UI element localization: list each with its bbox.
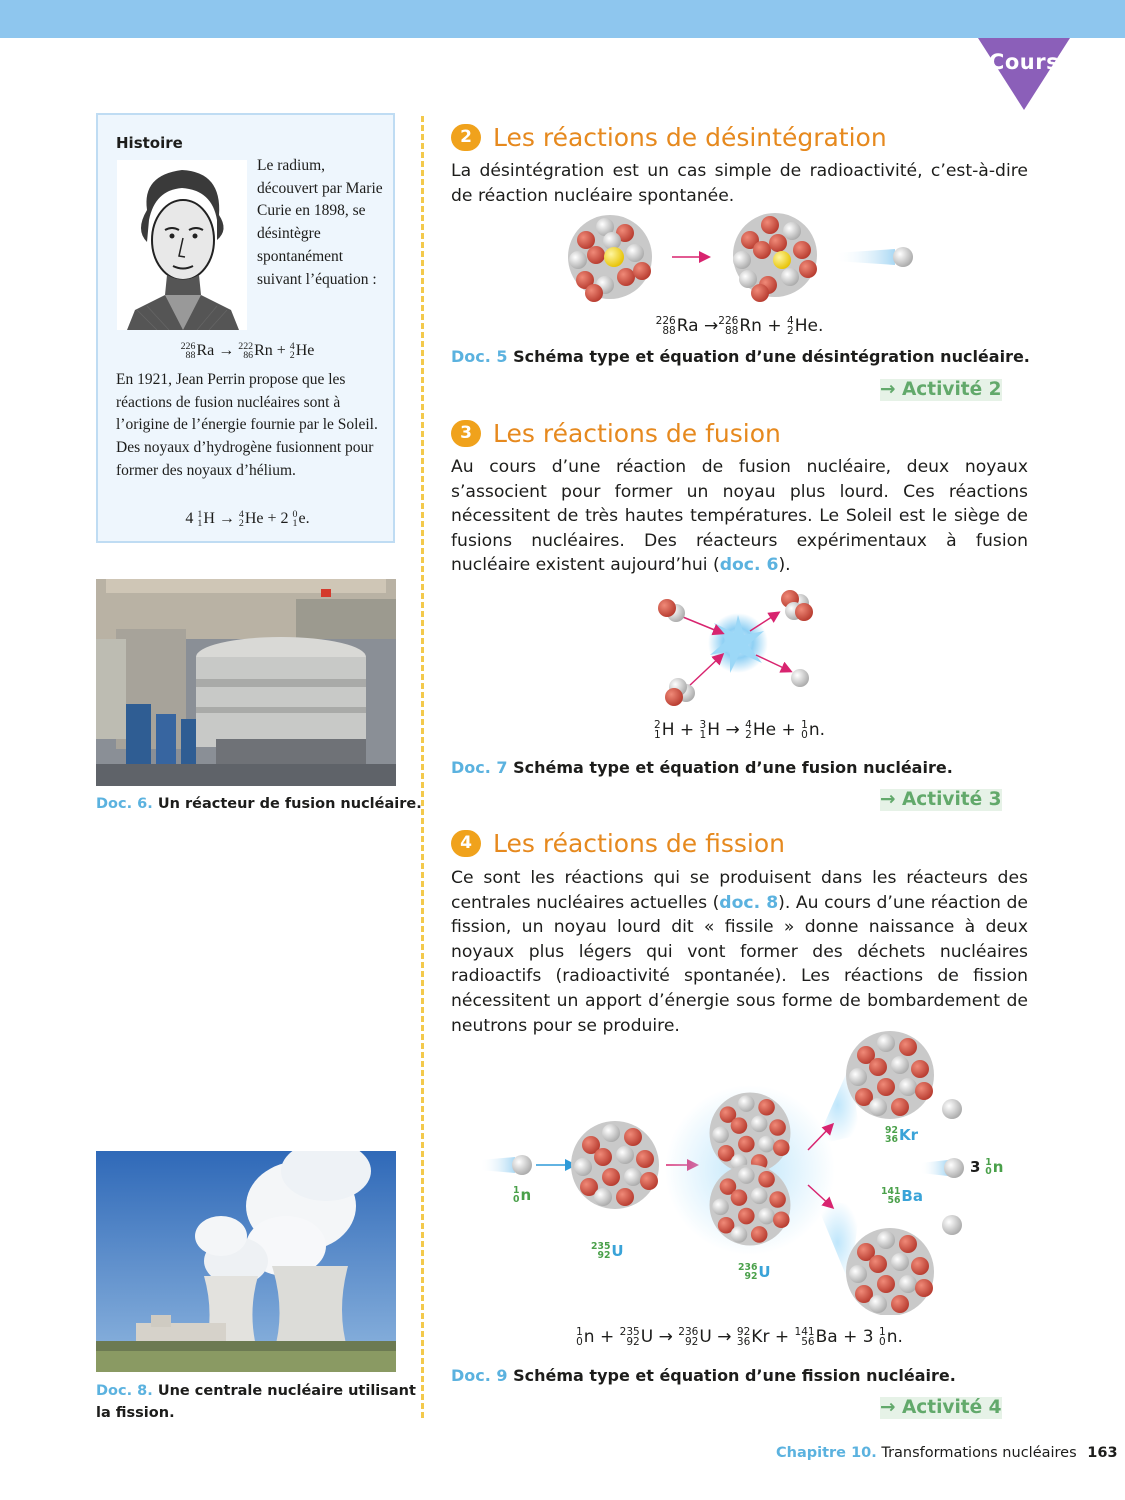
helium-nucleus: [781, 590, 813, 621]
activity-4-link[interactable]: → Activité 4: [880, 1397, 1002, 1418]
top-banner: [0, 0, 1125, 38]
doc8-link[interactable]: doc. 8: [719, 892, 779, 913]
tritium-nucleus: [665, 678, 695, 706]
section-2-text: La désintégration est un cas simple de radioactivité, c’est-à-dire de réaction nucléaire spontanée.: [451, 161, 1028, 206]
barium-nucleus: [846, 1228, 934, 1315]
doc9-caption: Doc. 9 Schéma type et équation d’une fission nucléaire.: [451, 1366, 956, 1385]
uranium-236-top: [710, 1093, 791, 1174]
incoming-neutron: [512, 1155, 532, 1175]
radon-nucleus: [733, 213, 817, 302]
section-4-number: 4: [451, 830, 481, 857]
label-uranium-236: 236 92 U: [738, 1261, 771, 1282]
label-krypton: 92 36 Kr: [885, 1124, 918, 1145]
section-3-equation: 2 1 H + 3 1 H → 4 2 He + 1 0 n.: [653, 719, 826, 742]
section-2-equation: 226 88 Ra → 226 88 Rn + 4 2 He.: [655, 315, 824, 338]
neutron: [791, 669, 809, 687]
fusion-diagram: [650, 585, 830, 710]
cours-tab: [978, 38, 1070, 110]
section-2-number: 2: [451, 124, 481, 151]
section-4-equation: 1 0 n + 235 92 U → 236 92 U → 92 36 Kr + 141 56 Ba + 3 1 0 n.: [576, 1326, 903, 1349]
section-4-header: [451, 829, 785, 858]
doc5-caption: Doc. 5 Schéma type et équation d’une désintégration nucléaire.: [451, 347, 1030, 366]
section-2-header: [451, 123, 887, 152]
doc7-caption: Doc. 7 Schéma type et équation d’une fusion nucléaire.: [451, 758, 953, 777]
label-three-neutrons: 3 1 0 n: [970, 1156, 1004, 1177]
uranium-235-nucleus: [571, 1121, 659, 1209]
emitted-neutron-3: [942, 1215, 962, 1235]
nuclear-plant-photo: [96, 1151, 396, 1372]
deuterium-nucleus: [658, 599, 685, 622]
label-neutron: 1 0 n: [513, 1184, 532, 1205]
section-4-title: Les réactions de fission: [493, 829, 785, 858]
cours-tab-label: Cours: [988, 50, 1060, 74]
activity-2-link[interactable]: → Activité 2: [880, 379, 1002, 400]
krypton-nucleus: [846, 1031, 934, 1119]
history-box: [96, 113, 395, 543]
marie-curie-portrait: [117, 160, 247, 330]
column-divider: [421, 116, 424, 1418]
history-text-radium: Le radium, découvert par Marie Curie en 1898, se désintègre spontanément suivant l’équation :: [257, 157, 383, 288]
doc6-link[interactable]: doc. 6: [719, 555, 779, 576]
page-footer: [776, 1445, 1118, 1461]
section-2-title: Les réactions de désintégration: [493, 123, 887, 152]
doc6-caption: Doc. 6. Un réacteur de fusion nucléaire.: [96, 796, 422, 812]
decay-diagram: [550, 205, 930, 310]
history-title: Histoire: [116, 134, 183, 152]
history-equation-hydrogen: 4 1 1 H → 4 2 He + 2 0 1 e.: [185, 509, 310, 530]
history-text-perrin: En 1921, Jean Perrin propose que les réactions de fusion nucléaires sont à l’origine de l’énergie fournie par le Soleil. Des noyaux d’hydrogène fusionnent pour former des noyaux d’hélium.: [116, 371, 378, 479]
uranium-236-bottom: [710, 1165, 791, 1246]
emitted-neutron-2: [944, 1158, 964, 1178]
section-4-text: Ce sont les réactions qui se produisent dans les réacteurs des centrales nucléaires actuelles (doc. 8). Au cours d’une réaction de fission, un noyau lourd dit « fissile » donne naissance à deux noyaux plus légers qui vont former des déchets nucléaires radioactifs (radioactivité spontanée). Les réactions de fission nécessitent un apport d’énergie sous forme de bombardement de neutrons pour se produire.: [451, 868, 1028, 1036]
footer-title: Transformations nucléaires: [881, 1445, 1077, 1461]
emitted-neutron-1: [942, 1099, 962, 1119]
footer-chapter: Chapitre 10.: [776, 1445, 877, 1461]
alpha-particle: [893, 247, 913, 267]
history-equation-radium: 226 88 Ra → 222 86 Rn + 4 2 He: [180, 341, 315, 362]
section-3-title: Les réactions de fusion: [493, 419, 781, 448]
radium-nucleus: [568, 215, 652, 302]
page-number: 163: [1087, 1445, 1118, 1461]
label-barium: 141 56 Ba: [881, 1185, 923, 1206]
label-uranium-235: 235 92 U: [591, 1240, 624, 1261]
activity-3-link[interactable]: → Activité 3: [880, 789, 1002, 810]
doc8-caption: Doc. 8. Une centrale nucléaire utilisant la fission.: [96, 1383, 416, 1421]
section-3-number: 3: [451, 420, 481, 447]
section-3-header: [451, 419, 781, 448]
fusion-reactor-photo: [96, 579, 396, 786]
section-3-text: Au cours d’une réaction de fusion nucléaire, deux noyaux s’associent pour former un noyau plus lourd. Ces réactions nécessitent de très hautes températures. Le Soleil est le siège de fusions nucléaires. Des réacteurs expérimentaux à fusion nucléaire existent aujourd’hui (doc. 6).: [451, 457, 1028, 576]
